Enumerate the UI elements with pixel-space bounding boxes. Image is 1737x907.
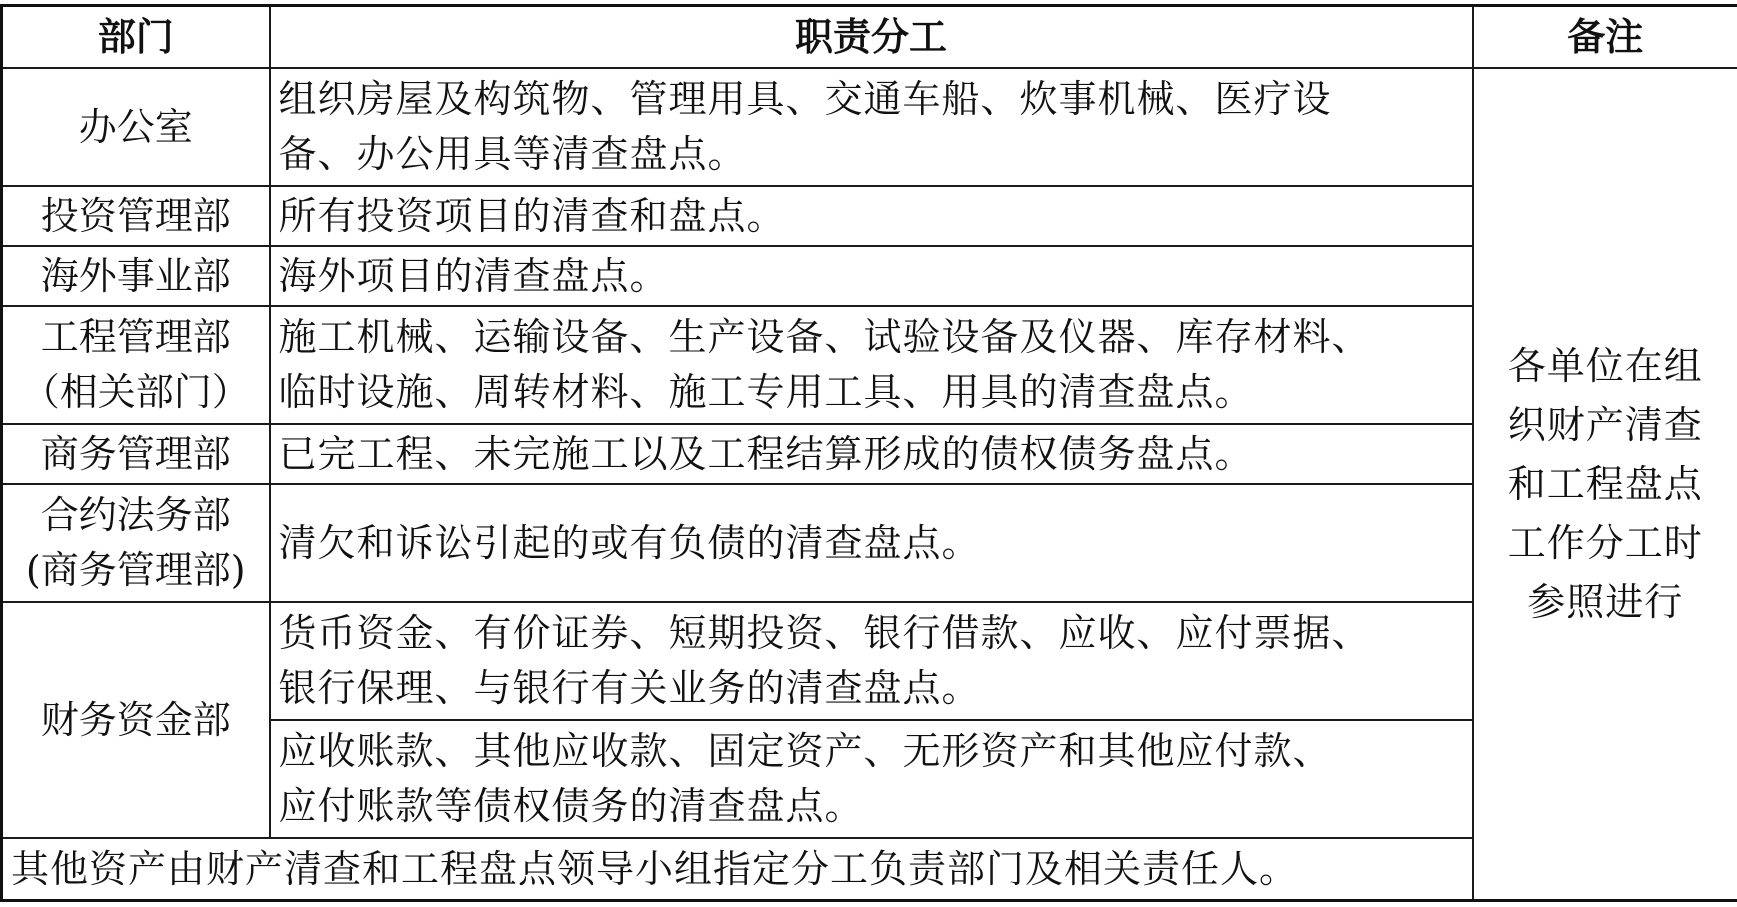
duty-line: 应收账款、其他应收款、固定资产、无形资产和其他应付款、 <box>278 729 1332 773</box>
duty-line: 施工机械、运输设备、生产设备、试验设备及仪器、库存材料、 <box>278 315 1371 359</box>
duty-line: 所有投资项目的清查和盘点。 <box>278 193 786 238</box>
header-department: 部门 <box>2 6 270 69</box>
duty-line: 应付账款等债权债务的清查盘点。 <box>278 784 864 828</box>
duty-line: 临时设施、周转材料、施工专用工具、用具的清查盘点。 <box>278 370 1254 414</box>
department-cell <box>2 424 270 484</box>
note-line: 工作分工时 <box>1507 520 1703 565</box>
department-name: 海外事业部 <box>40 253 231 298</box>
footer-note: 其他资产由财产清查和工程盘点领导小组指定分工负责部门及相关责任人。 <box>2 838 1473 901</box>
department-name: (商务管理部) <box>25 548 246 592</box>
table-row <box>2 68 1737 186</box>
duty-assignment-table <box>0 4 1737 902</box>
department-name: 工程管理部 <box>40 315 231 359</box>
department-cell <box>2 186 270 246</box>
department-name: （相关部门） <box>21 370 250 414</box>
duty-line: 海外项目的清查盘点。 <box>278 253 669 298</box>
note-line: 织财产清查 <box>1507 402 1703 447</box>
department-cell <box>2 306 270 424</box>
department-name: 合约法务部 <box>40 493 231 537</box>
department-cell <box>2 484 270 602</box>
department-name: 商务管理部 <box>40 431 231 476</box>
duty-line: 组织房屋及构筑物、管理用具、交通车船、炊事机械、医疗设 <box>278 77 1332 121</box>
duty-cell <box>270 186 1473 246</box>
duty-cell <box>270 720 1473 838</box>
duty-line: 清欠和诉讼引起的或有负债的清查盘点。 <box>278 520 981 565</box>
duty-cell <box>270 602 1473 720</box>
duty-line: 货币资金、有价证券、短期投资、银行借款、应收、应付票据、 <box>278 611 1371 655</box>
header-row <box>2 6 1737 69</box>
duty-line: 备、办公用具等清查盘点。 <box>278 132 747 176</box>
duty-cell <box>270 484 1473 602</box>
department-cell <box>2 68 270 186</box>
header-duty: 职责分工 <box>270 6 1473 69</box>
department-name: 办公室 <box>78 104 193 149</box>
duty-line: 已完工程、未完施工以及工程结算形成的债权债务盘点。 <box>278 431 1254 476</box>
note-line: 各单位在组 <box>1507 343 1703 388</box>
note-line: 和工程盘点 <box>1507 461 1703 506</box>
note-line: 参照进行 <box>1527 579 1684 624</box>
duty-line: 银行保理、与银行有关业务的清查盘点。 <box>278 666 981 710</box>
department-cell <box>2 602 270 838</box>
department-name: 财务资金部 <box>40 697 231 742</box>
note-cell <box>1473 68 1737 901</box>
department-cell <box>2 246 270 306</box>
department-name: 投资管理部 <box>40 193 231 238</box>
header-note: 备注 <box>1473 6 1737 69</box>
duty-cell <box>270 246 1473 306</box>
duty-cell <box>270 68 1473 186</box>
duty-cell <box>270 424 1473 484</box>
duty-cell <box>270 306 1473 424</box>
